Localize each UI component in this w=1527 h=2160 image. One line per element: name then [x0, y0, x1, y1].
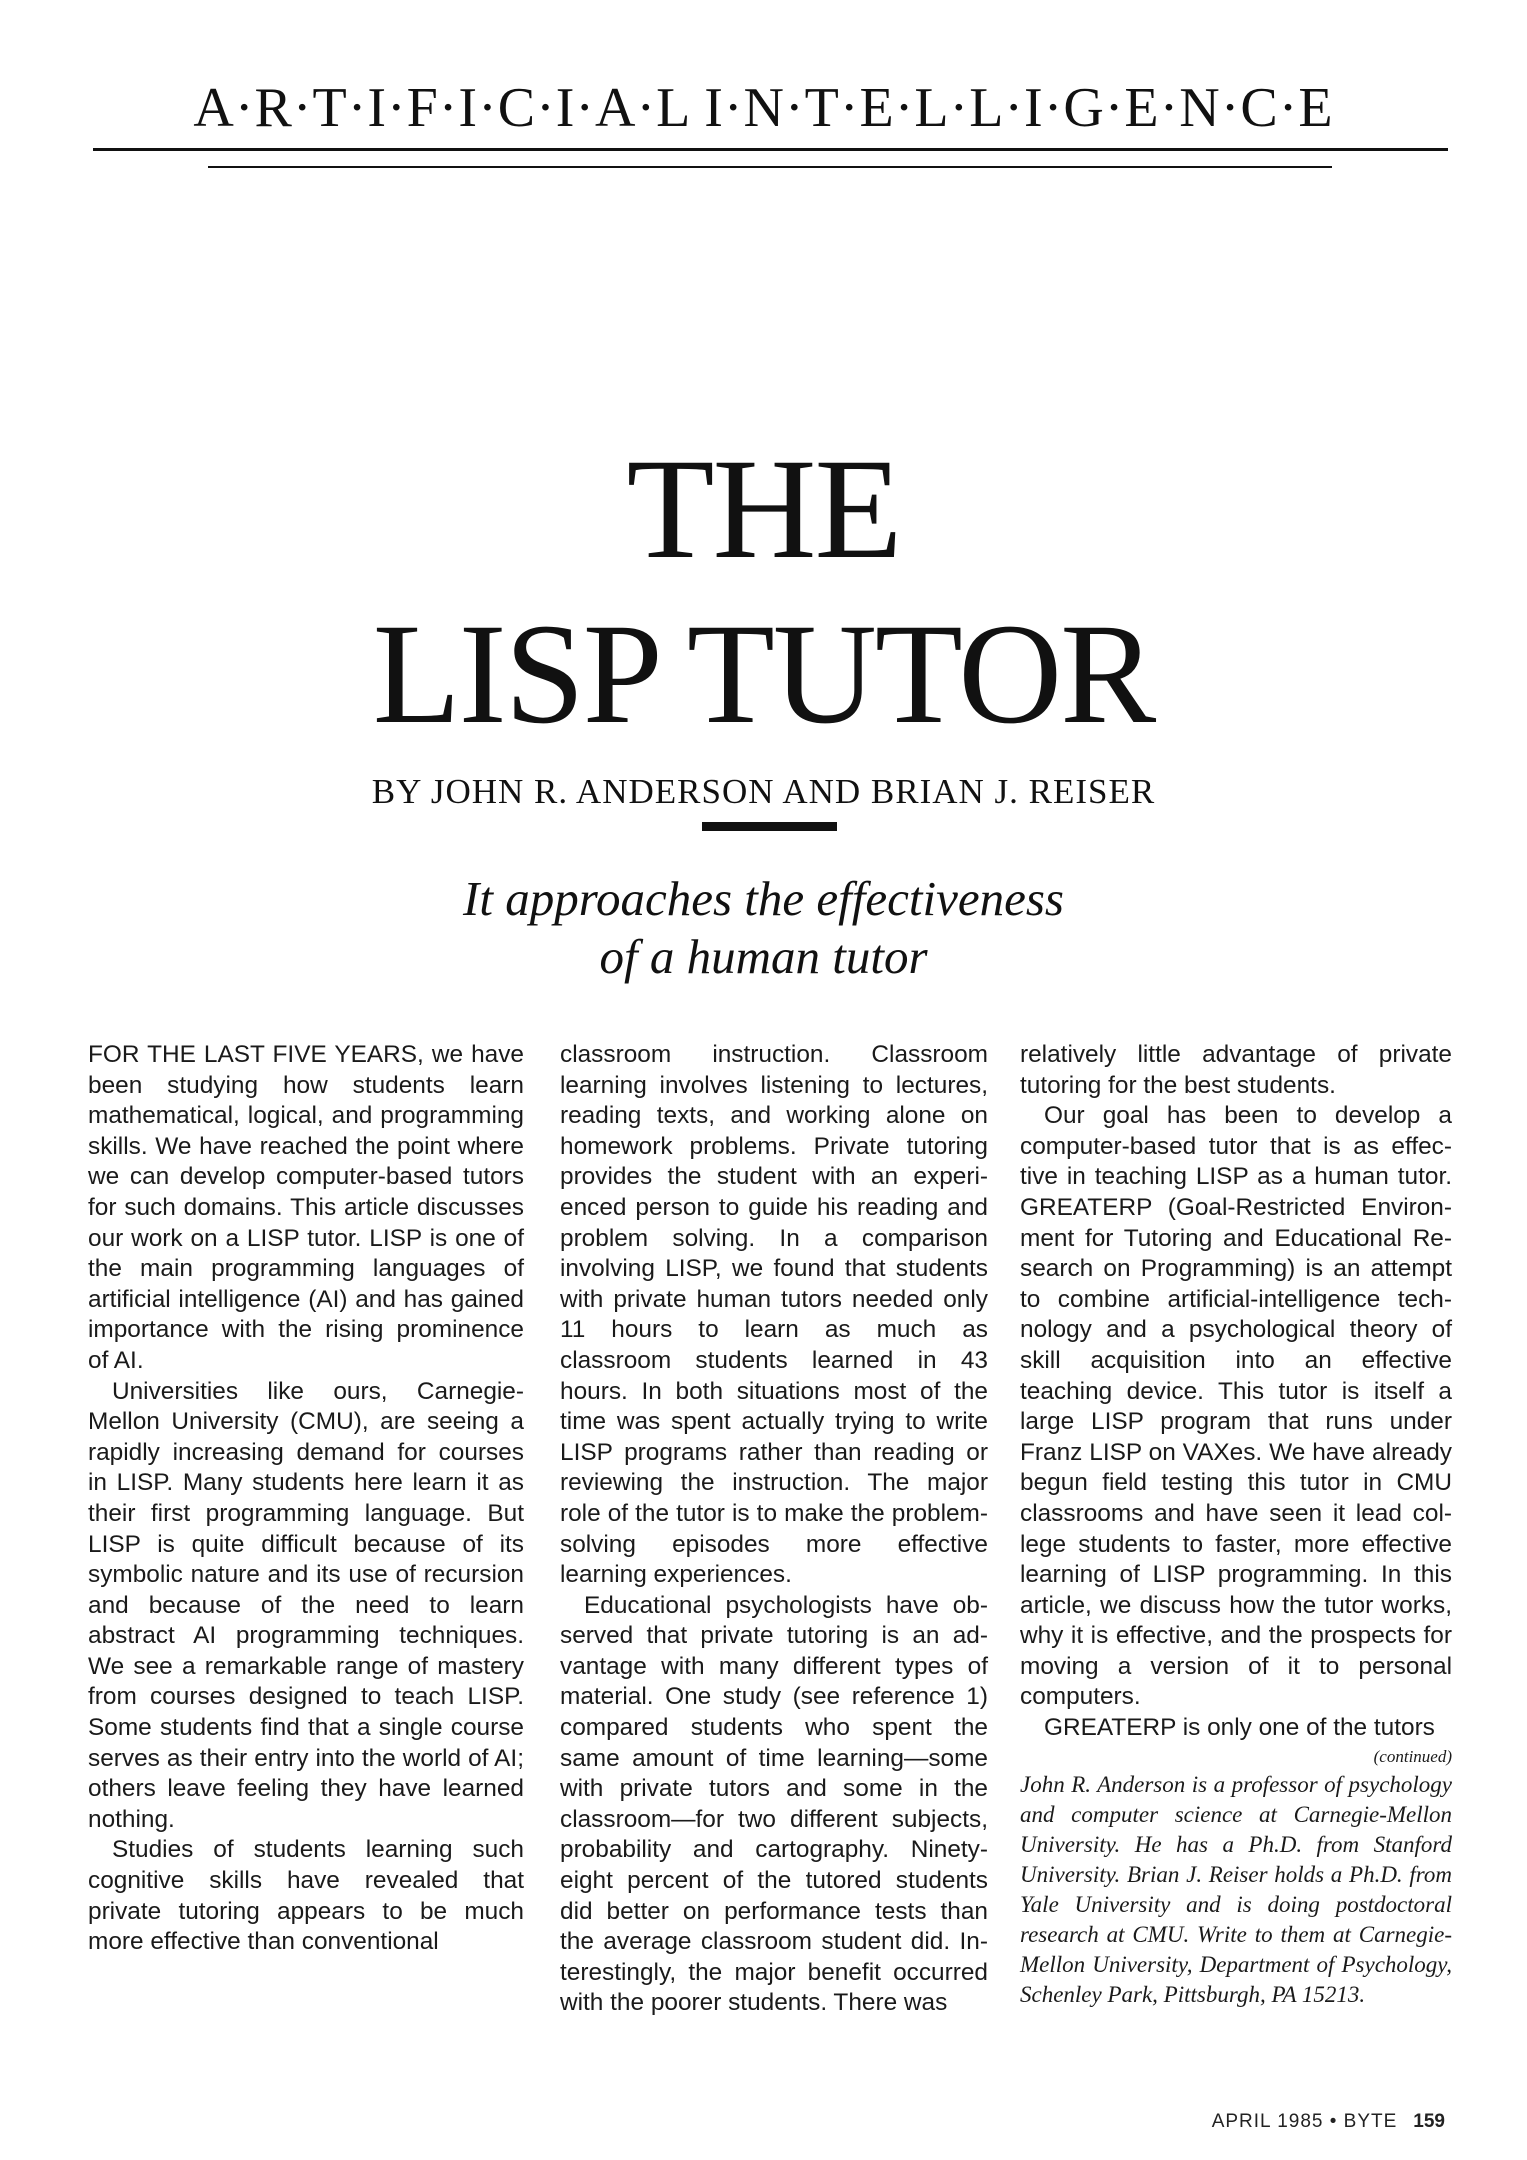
deck-line-1: It approaches the effectiveness [463, 871, 1064, 926]
deck [0, 870, 1527, 986]
page-number: 159 [1413, 2111, 1445, 2132]
header-rule-thick [93, 148, 1448, 151]
header-rule-thin [208, 166, 1332, 168]
paragraph: FOR THE LAST FIVE YEARS, we have been studying how students learn mathematical, logical, and programming skills. We have reached the point where we can develop computer-based tutors for such domains. This article discusses our work on a LISP tutor. LISP is one of the main programming languages of artificial intelligence (AI) and has gained importance with the rising prominence of AI. [88, 1041, 524, 1374]
body-column-2 [560, 1040, 988, 2019]
paragraph: Educational psychologists have observed that private tutoring is an advantage with many different types of material. One study (see reference 1) compared students who spent the same amount of time learning—some with private tutors and some in the classroom—for two different subjects, probability and cartography. Ninety-eight percent of the tutored students did better on performance tests than the average classroom student did. Interestingly, the major benefit occurred with the poorer students. There was [560, 1591, 988, 2017]
paragraph: Our goal has been to develop a computer-based tutor that is as effective in teaching LISP as a human tutor. GREATERP (Goal-Restricted Environment for Tutoring and Educational Research on Programming) is an attempt to combine artificial-intelligence technology and a psychological theory of skill acquisition into an effective teaching device. This tutor is itself a large LISP program that runs under Franz LISP on VAXes. We have already begun field testing this tutor in CMU classrooms and have seen it lead college students to faster, more effective learning of LISP programming. In this article, we discuss how the tutor works, why it is effective, and the prospects for moving a version of it to personal computers. [1020, 1102, 1452, 1711]
paragraph: classroom instruction. Classroom learning involves listening to lectures, reading texts, and working alone on homework problems. Private tutoring provides the student with an experienced person to guide his reading and problem solving. In a comparison involving LISP, we found that students with private human tutors needed only 11 hours to learn as much as classroom students learned in 43 hours. In both situations most of the time was spent actually trying to write LISP programs rather than reading or reviewing the instruction. The major role of the tutor is to make the problem-solving episodes more effective learning experiences. [560, 1041, 988, 1589]
issue-label: APRIL 1985 • BYTE [1211, 2111, 1398, 2132]
deck-line-2: of a human tutor [599, 929, 928, 984]
body-column-3 [1020, 1040, 1452, 2010]
body-column-1 [88, 1040, 524, 1958]
section-header: A·R·T·I·F·I·C·I·A·L I·N·T·E·L·L·I·G·E·N·C·E [193, 77, 1334, 139]
byline-divider [702, 822, 837, 831]
byline: BY JOHN R. ANDERSON AND BRIAN J. REISER [371, 772, 1156, 811]
page-footer [1212, 2110, 1445, 2134]
author-bio: John R. Anderson is a professor of psychology and computer science at Carnegie-Mellon University. He has a Ph.D. from Stanford University. Brian J. Reiser holds a Ph.D. from Yale University and is doing postdoctoral research at CMU. Write to them at Carnegie-Mellon University, Department of Psychology, Schenley Park, Pittsburgh, PA 15213. [1020, 1771, 1452, 2007]
article-title-line-1: THE [626, 430, 901, 589]
article-title-line-2: LISP TUTOR [372, 595, 1155, 754]
paragraph: relatively little advantage of private tutoring for the best students. [1020, 1041, 1452, 1099]
paragraph: Studies of students learning such cognitive skills have revealed that private tutoring appears to be much more effective than conventional [88, 1836, 524, 1956]
continued-note: (continued) [1373, 1746, 1452, 1766]
paragraph: Universities like ours, Carnegie-Mellon University (CMU), are seeing a rapidly increasing demand for courses in LISP. Many students here learn it as their first programming language. But LISP is quite difficult because of its symbolic nature and its use of recursion and because of the need to learn abstract AI programming techniques. We see a remarkable range of mastery from courses designed to teach LISP. Some students find that a single course serves as their entry into the world of AI; others leave feeling they have learned nothing. [88, 1377, 524, 1833]
paragraph: GREATERP is only one of the tutors [1044, 1714, 1435, 1742]
